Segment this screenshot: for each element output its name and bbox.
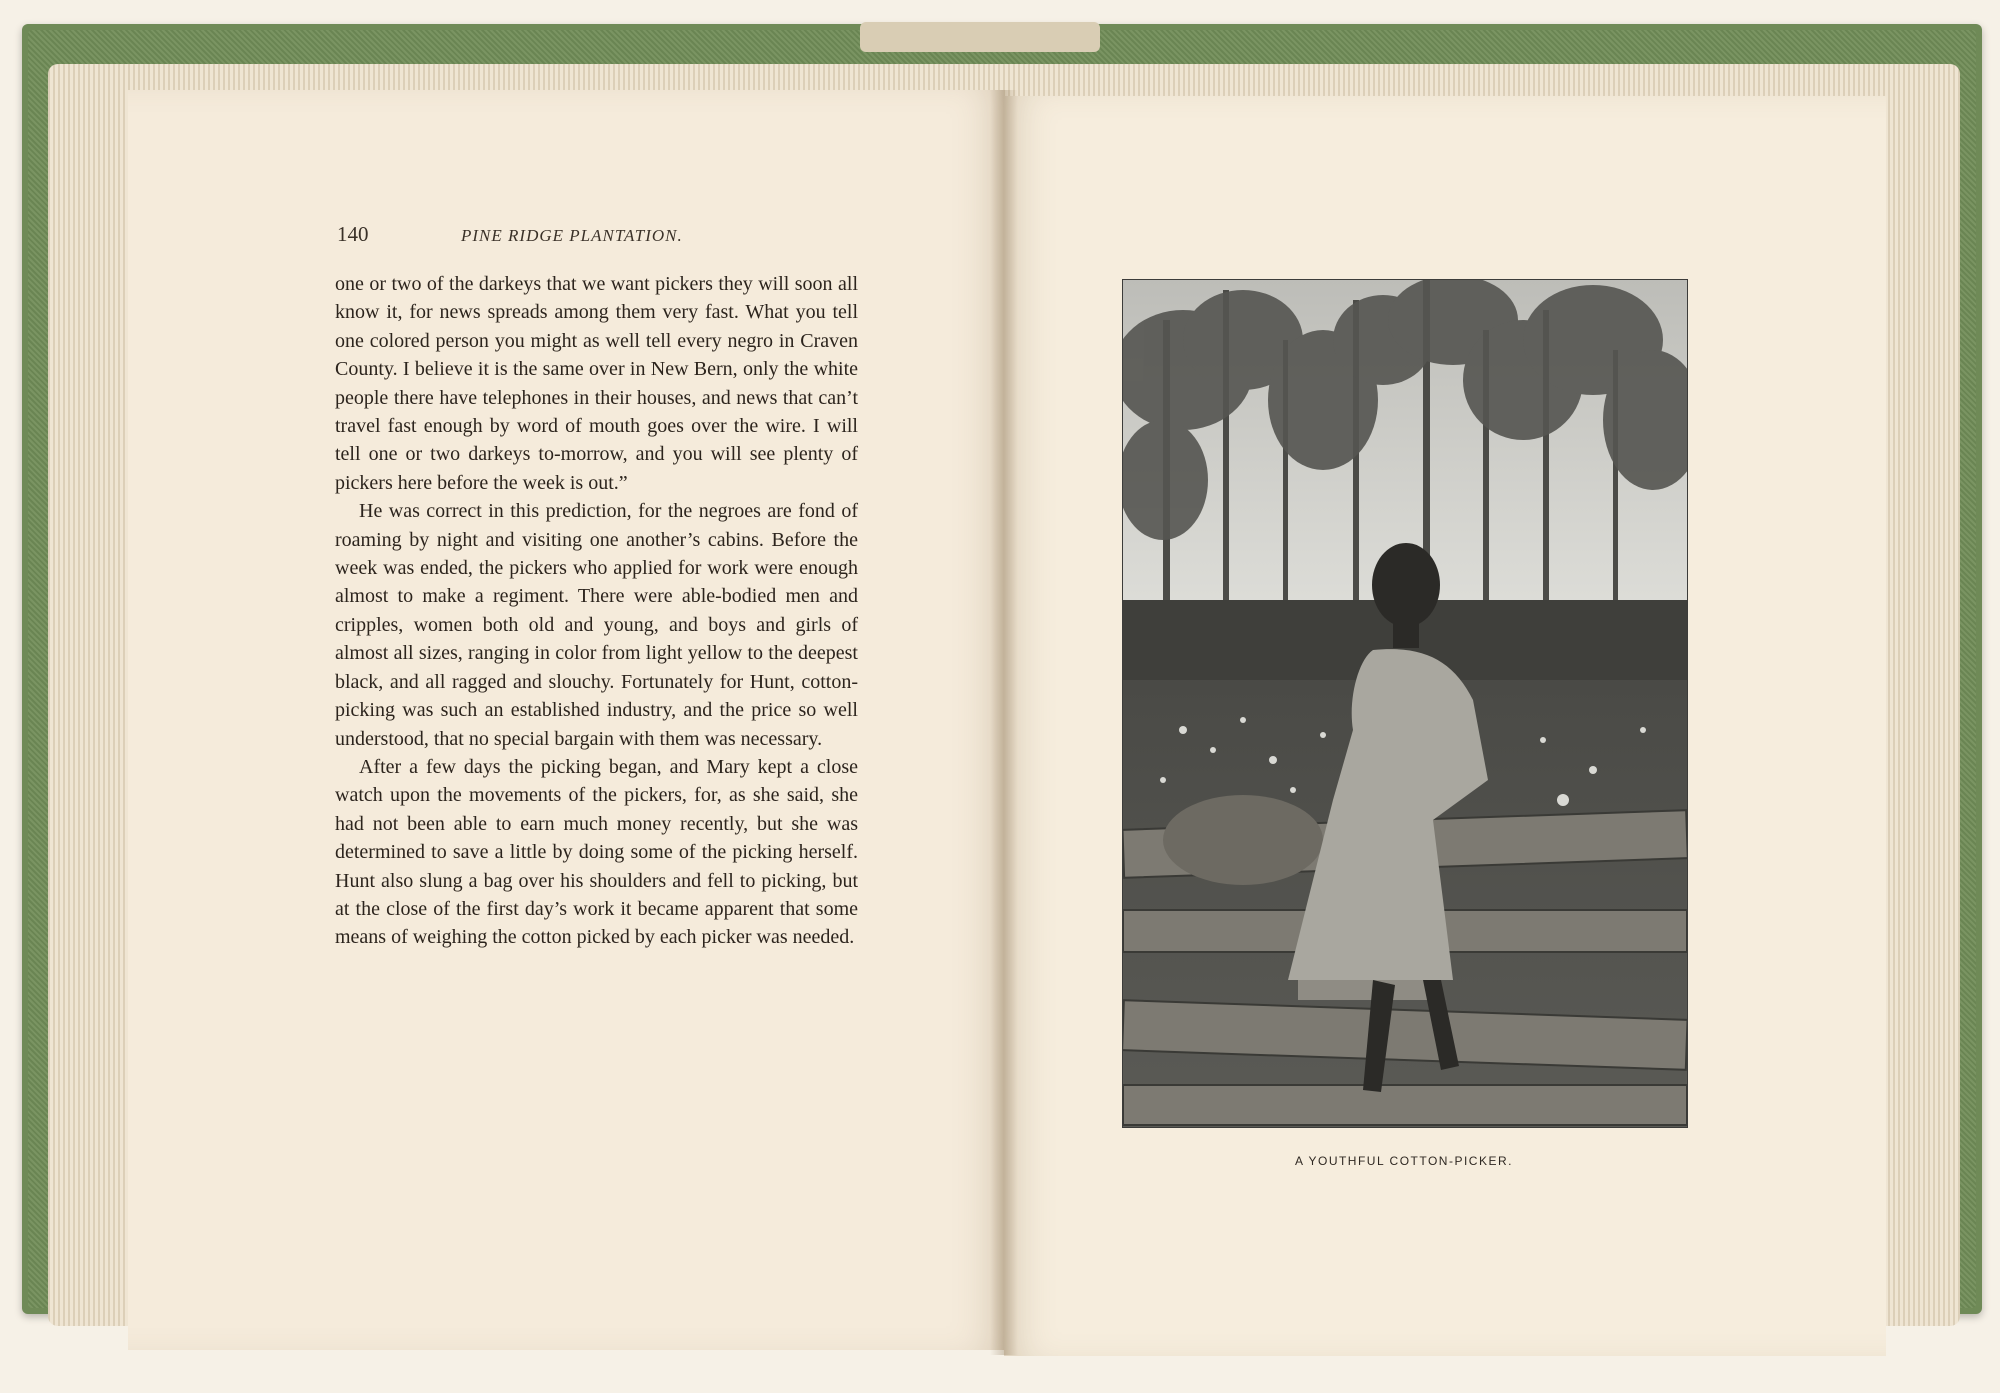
paragraph-2: He was correct in this prediction, for the negroes are fond of roaming by night and visiting one another’s cabins. Before the week was ended, the pickers who applied for work were enough almost to make a regiment. There were able-bodied men and cripples, women both old and young, and boys and girls of almost all sizes, ranging in color from light yellow to the deepest black, and all ragged and slouchy. Fortunately for Hunt, cotton-picking was such an established industry, and the price so well understood, that no special bargain with them was necessary. [335,500,858,750]
book-gutter [990,90,1018,1355]
page-header [337,222,857,252]
paragraph-3: After a few days the picking began, and Mary kept a close watch upon the movements of the pickers, for, as she said, she had not been able to earn much money recently, but she was determined to save a little by doing some of the picking herself. Hunt also slung a bag over his shoulders and fell to picking, but at the close of the first day’s work it became apparent that some means of weighing the cotton picked by each picker was needed. [335,755,858,949]
cotton-picker-photograph [1122,279,1688,1128]
photograph-illustration [1123,280,1687,1127]
page-number: 140 [337,222,369,246]
paragraph-1: one or two of the darkeys that we want pickers they will soon all know it, for news spreads among them very fast. What you tell one colored person you might as well tell every negro in Craven County. I believe it is the same over in New Bern, only the white people there have telephones in their houses, and news that can’t travel fast enough by word of mouth goes over the wire. I will tell one or two darkeys to-morrow, and you will see plenty of pickers here before the week is out.” [335,273,858,494]
spine-wear [860,22,1100,52]
running-title: PINE RIDGE PLANTATION. [461,226,683,245]
body-text [335,270,858,952]
photo-caption: A YOUTHFUL COTTON-PICKER. [1295,1154,1513,1168]
